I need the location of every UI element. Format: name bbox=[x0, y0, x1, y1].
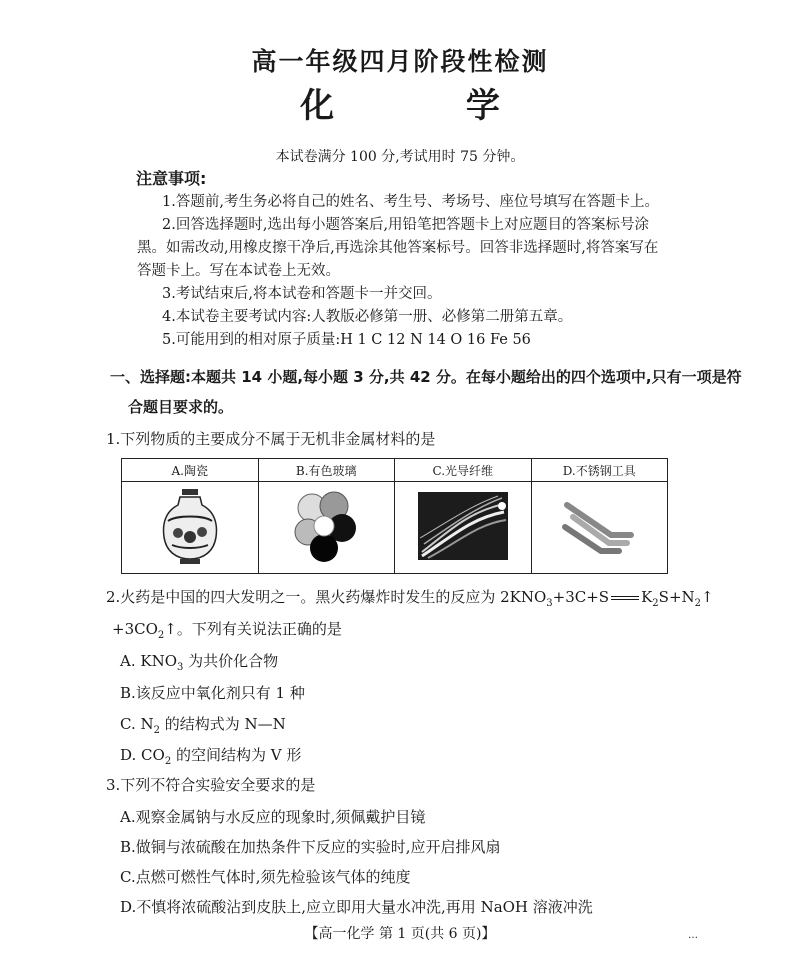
option-a-label: A.陶瓷 bbox=[122, 459, 259, 482]
question-1-table bbox=[121, 458, 668, 574]
q2-option-d: D. $CO_2$ 的空间结构为 V 形 bbox=[120, 746, 302, 767]
notice-line: 答题卡上。写在本试卷上无效。 bbox=[137, 263, 340, 279]
porcelain-vase-image bbox=[122, 482, 259, 574]
colored-glass-image bbox=[258, 482, 395, 574]
notice-line: 5.可能用到的相对原子质量:H 1 C 12 N 14 O 16 Fe 56 bbox=[162, 332, 531, 348]
option-b-label: B.有色玻璃 bbox=[258, 459, 395, 482]
option-d-label: D.不锈钢工具 bbox=[531, 459, 668, 482]
exam-meta: 本试卷满分 100 分,考试用时 75 分钟。 bbox=[275, 149, 525, 165]
section-heading: 一、选择题:本题共 14 小题,每小题 3 分,共 42 分。在每小题给出的四个选项中,只有一项是符 bbox=[110, 368, 742, 386]
q3-option-b: B.做铜与浓硫酸在加热条件下反应的实验时,应开启排风扇 bbox=[120, 838, 501, 856]
steel-tools-image bbox=[531, 482, 668, 574]
notice-line: 2.回答选择题时,选出每小题答案后,用铅笔把答题卡上对应题目的答案标号涂 bbox=[162, 217, 650, 233]
q3-option-a: A.观察金属钠与水反应的现象时,须佩戴护目镜 bbox=[120, 808, 426, 826]
vase-icon bbox=[160, 487, 220, 565]
section-heading-cont: 合题目要求的。 bbox=[128, 398, 234, 416]
glass-discs-icon bbox=[290, 488, 362, 564]
question-2-stem-cont: $+3CO_2↑$。下列有关说法正确的是 bbox=[112, 620, 342, 641]
question-2-stem: 2.火药是中国的四大发明之一。黑火药爆炸时发生的反应为 $2KNO_3+3C+S$ $K_2S+N_2↑$ bbox=[106, 588, 714, 609]
corner-mark: … bbox=[688, 930, 698, 941]
q2-option-a: A. $KNO_3$ 为共价化合物 bbox=[120, 652, 279, 673]
optical-fiber-image bbox=[395, 482, 532, 574]
notice-line: 1.答题前,考生务必将自己的姓名、考生号、考场号、座位号填写在答题卡上。 bbox=[162, 194, 659, 210]
q3-option-d: D.不慎将浓硫酸沾到皮肤上,应立即用大量水冲洗,再用 NaOH 溶液冲洗 bbox=[120, 898, 593, 916]
notice-line: 3.考试结束后,将本试卷和答题卡一并交回。 bbox=[162, 286, 442, 302]
exam-title: 高一年级四月阶段性检测 bbox=[251, 47, 549, 76]
notice-line: 4.本试卷主要考试内容:人教版必修第一册、必修第二册第五章。 bbox=[162, 309, 573, 325]
notice-line: 黑。如需改动,用橡皮擦干净后,再选涂其他答案标号。回答非选择题时,将答案写在 bbox=[137, 240, 659, 256]
question-1-stem: 1.下列物质的主要成分不属于无机非金属材料的是 bbox=[106, 430, 436, 448]
option-c-label: C.光导纤维 bbox=[395, 459, 532, 482]
q3-option-c: C.点燃可燃性气体时,须先检验该气体的纯度 bbox=[120, 868, 411, 886]
fiber-icon bbox=[418, 492, 508, 560]
subject-title: 化 学 bbox=[300, 86, 560, 126]
question-3-stem: 3.下列不符合实验安全要求的是 bbox=[106, 776, 316, 794]
reaction-equals-sign bbox=[611, 596, 639, 600]
notice-heading: 注意事项: bbox=[136, 169, 207, 188]
hex-key-icon bbox=[557, 495, 641, 557]
page-footer: 【高一化学 第 1 页(共 6 页)】 bbox=[304, 926, 496, 942]
q2-option-c: C. $N_2$ 的结构式为 N—N bbox=[120, 715, 286, 736]
q2-option-b: B.该反应中氧化剂只有 1 种 bbox=[120, 684, 305, 702]
